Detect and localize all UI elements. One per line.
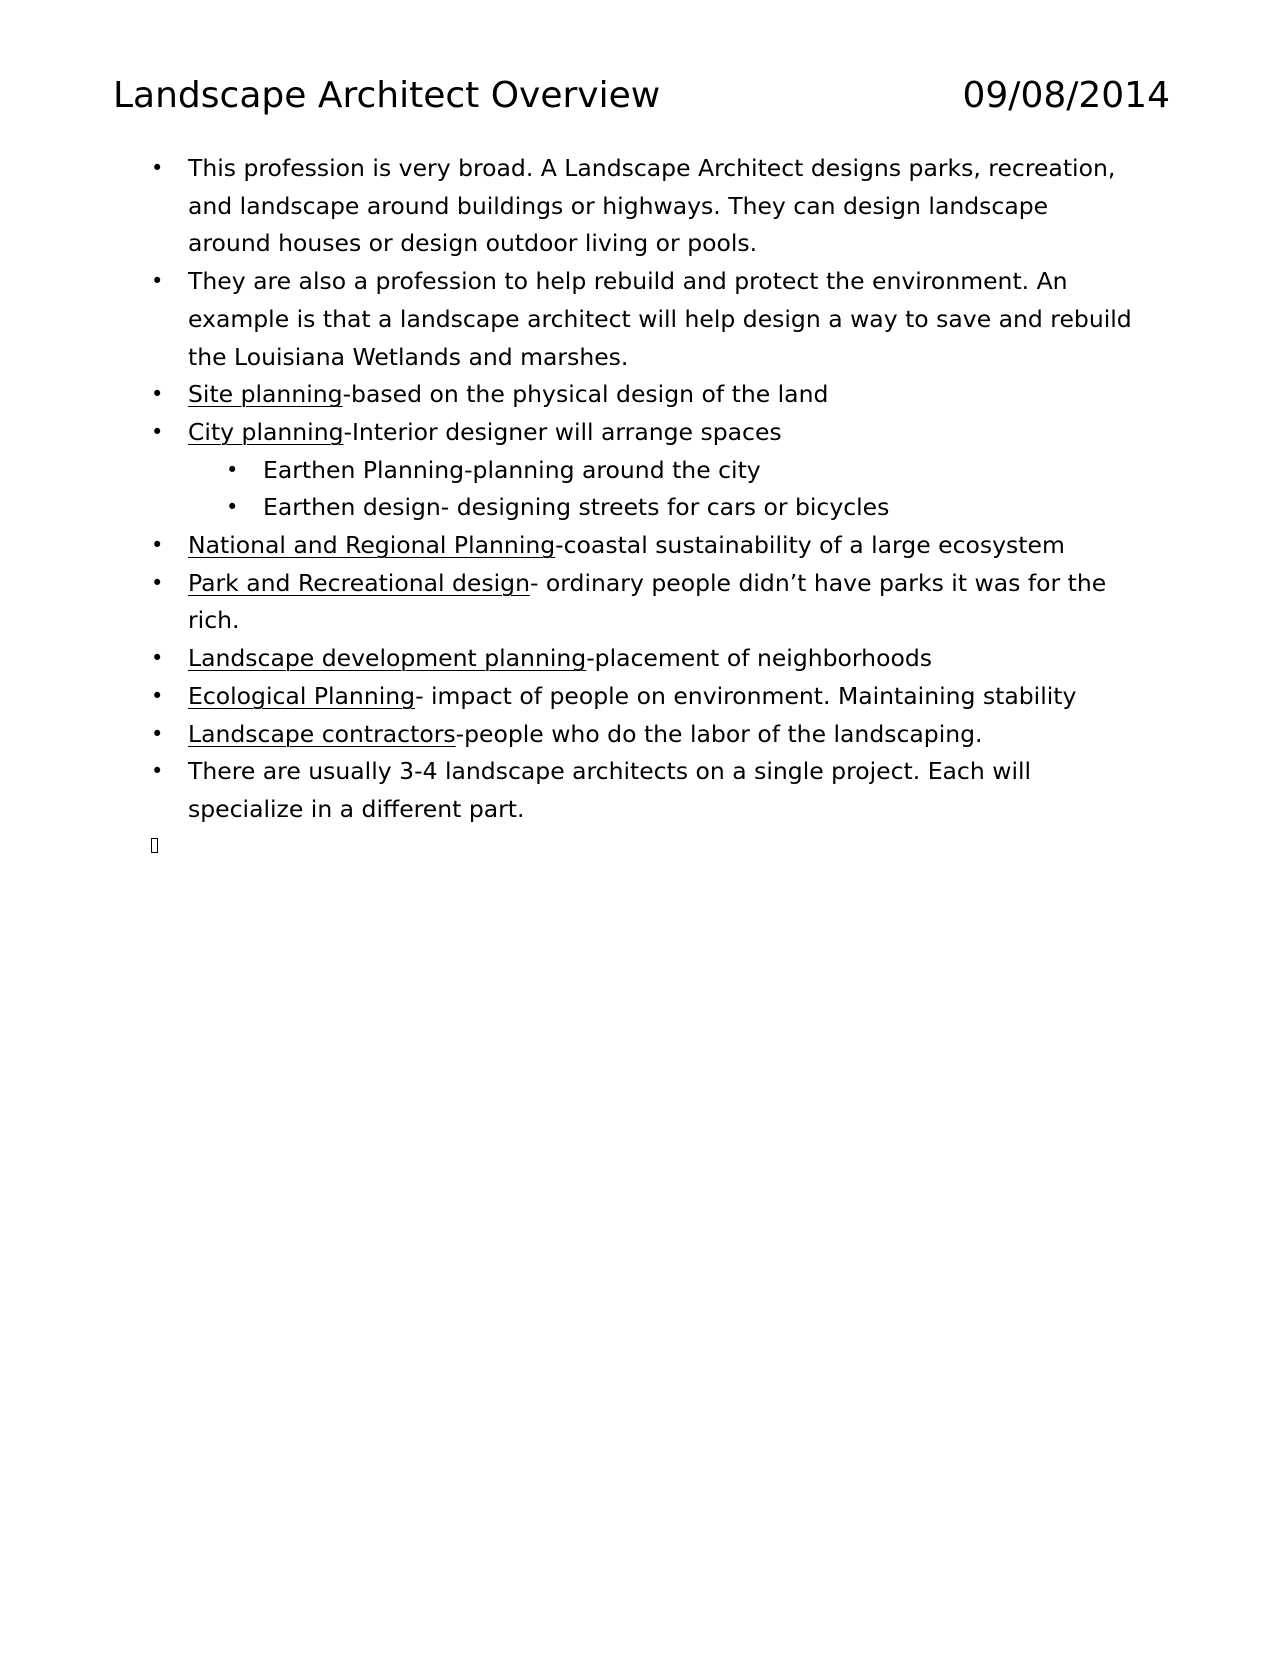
item-text: -people who do the labor of the landscaping. [455, 719, 983, 748]
item-term: Site planning [188, 380, 343, 409]
list-item [0, 376, 1138, 414]
missing-glyph-icon [151, 838, 158, 853]
empty-paragraph [0, 829, 1280, 867]
bullet-icon: • [151, 683, 164, 708]
bullet-icon: • [226, 495, 239, 520]
item-text: There are usually 3-4 landscape architects on a single project. Each will specialize in a different part. [188, 757, 1032, 823]
list-item [0, 527, 1138, 565]
item-text: This profession is very broad. A Landscape Architect designs parks, recreation, and landscape around buildings or highways. They can design landscape around houses or design outdoor living or pools. [188, 154, 1116, 258]
list-item [0, 678, 1138, 716]
bullet-icon: • [151, 419, 164, 444]
list-item [0, 753, 1138, 828]
document-header [113, 72, 1170, 124]
bullet-icon: • [151, 156, 164, 180]
bullet-icon: • [151, 721, 164, 746]
item-text: -Interior designer will arrange spaces [343, 417, 782, 446]
item-text: -based on the physical design of the land [342, 380, 829, 409]
bullet-icon: • [151, 646, 164, 671]
list-item [0, 150, 1138, 263]
list-item [0, 414, 1138, 452]
list-item [0, 716, 1138, 754]
document-date: 09/08/2014 [962, 75, 1170, 116]
item-text: Earthen design- designing streets for cars or bicycles [263, 493, 890, 522]
bullet-icon: • [151, 570, 164, 595]
item-term: Park and Recreational design [188, 568, 530, 597]
list-item [0, 565, 1138, 640]
bullet-icon: • [151, 269, 164, 294]
item-term: National and Regional Planning [188, 531, 556, 560]
document-title: Landscape Architect Overview [113, 75, 661, 116]
item-text: - ordinary people didn’t have parks it was for the rich. [188, 568, 1107, 635]
bullet-list [0, 150, 1280, 866]
bullet-icon: • [151, 382, 164, 407]
bullet-icon: • [226, 457, 239, 482]
item-text: -placement of neighborhoods [586, 644, 932, 673]
item-term: Landscape contractors [188, 719, 456, 748]
sub-list-item [0, 489, 1138, 527]
item-term: City planning [188, 417, 344, 446]
item-text: - impact of people on environment. Maintaining stability [415, 681, 1077, 710]
item-term: Ecological Planning [188, 681, 416, 710]
item-text: Earthen Planning-planning around the city [263, 455, 761, 484]
bullet-icon: • [151, 533, 164, 558]
list-item [0, 263, 1138, 376]
item-text: They are also a profession to help rebuild and protect the environment. An example is that a landscape architect will help design a way to save and rebuild the Louisiana Wetlands and marshes. [188, 267, 1132, 371]
item-term: Landscape development planning [188, 644, 587, 673]
item-text: -coastal sustainability of a large ecosystem [555, 531, 1065, 560]
list-item [0, 640, 1138, 678]
sub-list-item [0, 452, 1138, 490]
bullet-icon: • [151, 759, 164, 784]
